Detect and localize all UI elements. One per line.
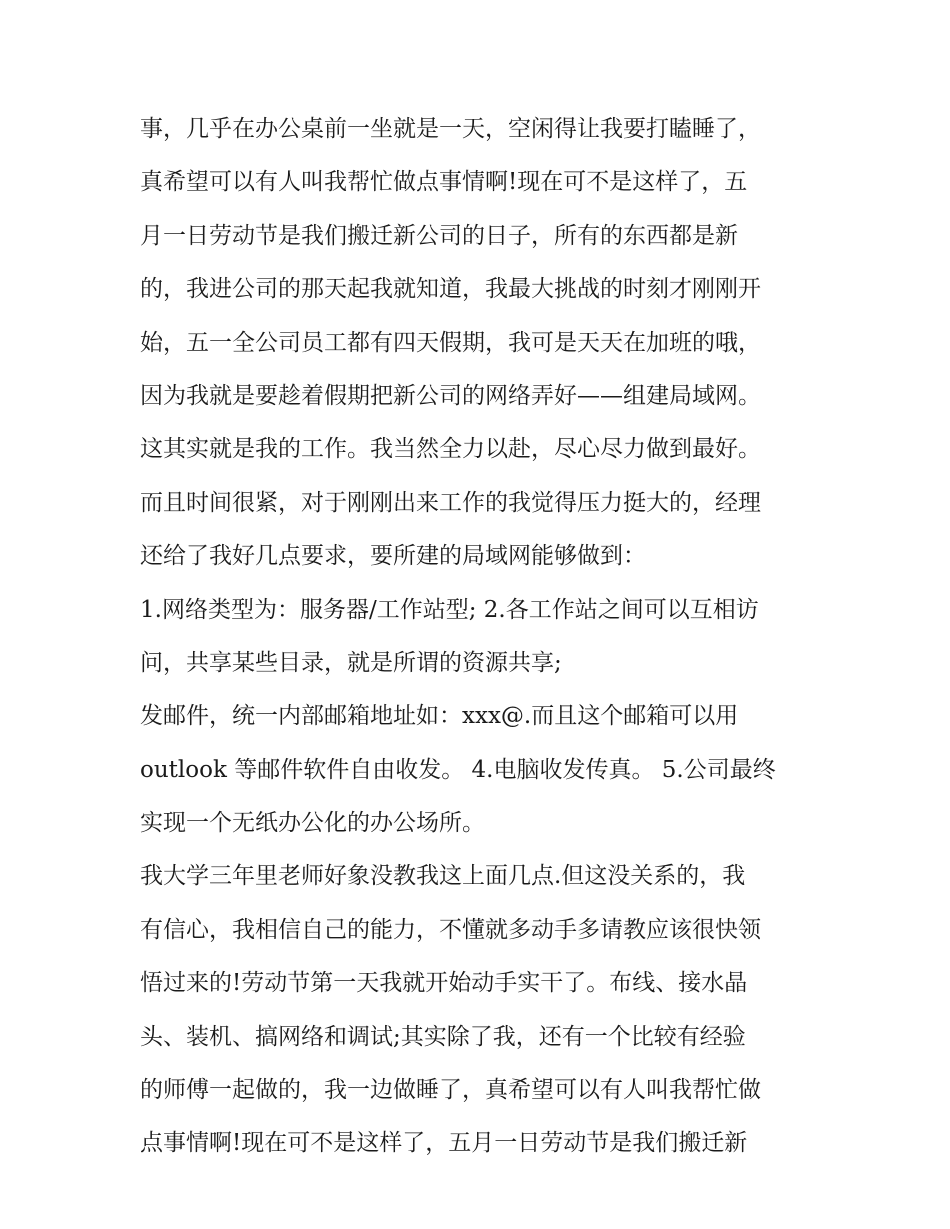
body-text	[140, 103, 820, 1171]
text-line-16: 有信心，我相信自己的能力，不懂就多动手多请教应该很快领	[140, 916, 761, 943]
text-line-9: 还给了我好几点要求，要所建的局域网能够做到：	[140, 543, 646, 570]
text-line-19: 的师傅一起做的，我一边做睡了，真希望可以有人叫我帮忙做	[140, 1077, 761, 1104]
text-line-5: 始，五一全公司员工都有四天假期，我可是天天在加班的哦，	[140, 329, 761, 356]
text-line-18: 头、装机、搞网络和调试;其实除了我，还有一个比较有经验	[140, 1023, 746, 1050]
text-line-2: 真希望可以有人叫我帮忙做点事情啊!现在可不是这样了，五	[140, 169, 748, 196]
text-line-4: 的，我进公司的那天起我就知道，我最大挑战的时刻才刚刚开	[140, 276, 761, 303]
text-line-14: 实现一个无纸办公化的办公场所。	[140, 810, 485, 837]
text-line-11: 问，共享某些目录，就是所谓的资源共享;	[140, 649, 562, 676]
text-line-17: 悟过来的!劳动节第一天我就开始动手实干了。布线、接水晶	[140, 970, 748, 997]
text-line-1: 事，几乎在办公桌前一坐就是一天，空闲得让我要打瞌睡了，	[140, 116, 761, 142]
text-line-12: 发邮件，统一内部邮箱地址如：xxx@.而且这个邮箱可以用	[140, 703, 739, 730]
text-line-8: 而且时间很紧，对于刚刚出来工作的我觉得压力挺大的，经理	[140, 489, 761, 516]
text-line-10: 1.网络类型为：服务器/工作站型; 2.各工作站之间可以互相访	[140, 596, 759, 623]
text-line-6: 因为我就是要趁着假期把新公司的网络弄好——组建局域网。	[140, 382, 761, 409]
text-line-20: 点事情啊!现在可不是这样了，五月一日劳动节是我们搬迁新	[140, 1130, 748, 1157]
text-line-7: 这其实就是我的工作。我当然全力以赴，尽心尽力做到最好。	[140, 436, 761, 463]
text-line-3: 月一日劳动节是我们搬迁新公司的日子，所有的东西都是新	[140, 222, 738, 249]
text-line-15: 我大学三年里老师好象没教我这上面几点.但这没关系的，我	[140, 863, 746, 890]
text-line-13: outlook 等邮件软件自由收发。 4.电脑收发传真。 5.公司最终	[140, 756, 776, 783]
